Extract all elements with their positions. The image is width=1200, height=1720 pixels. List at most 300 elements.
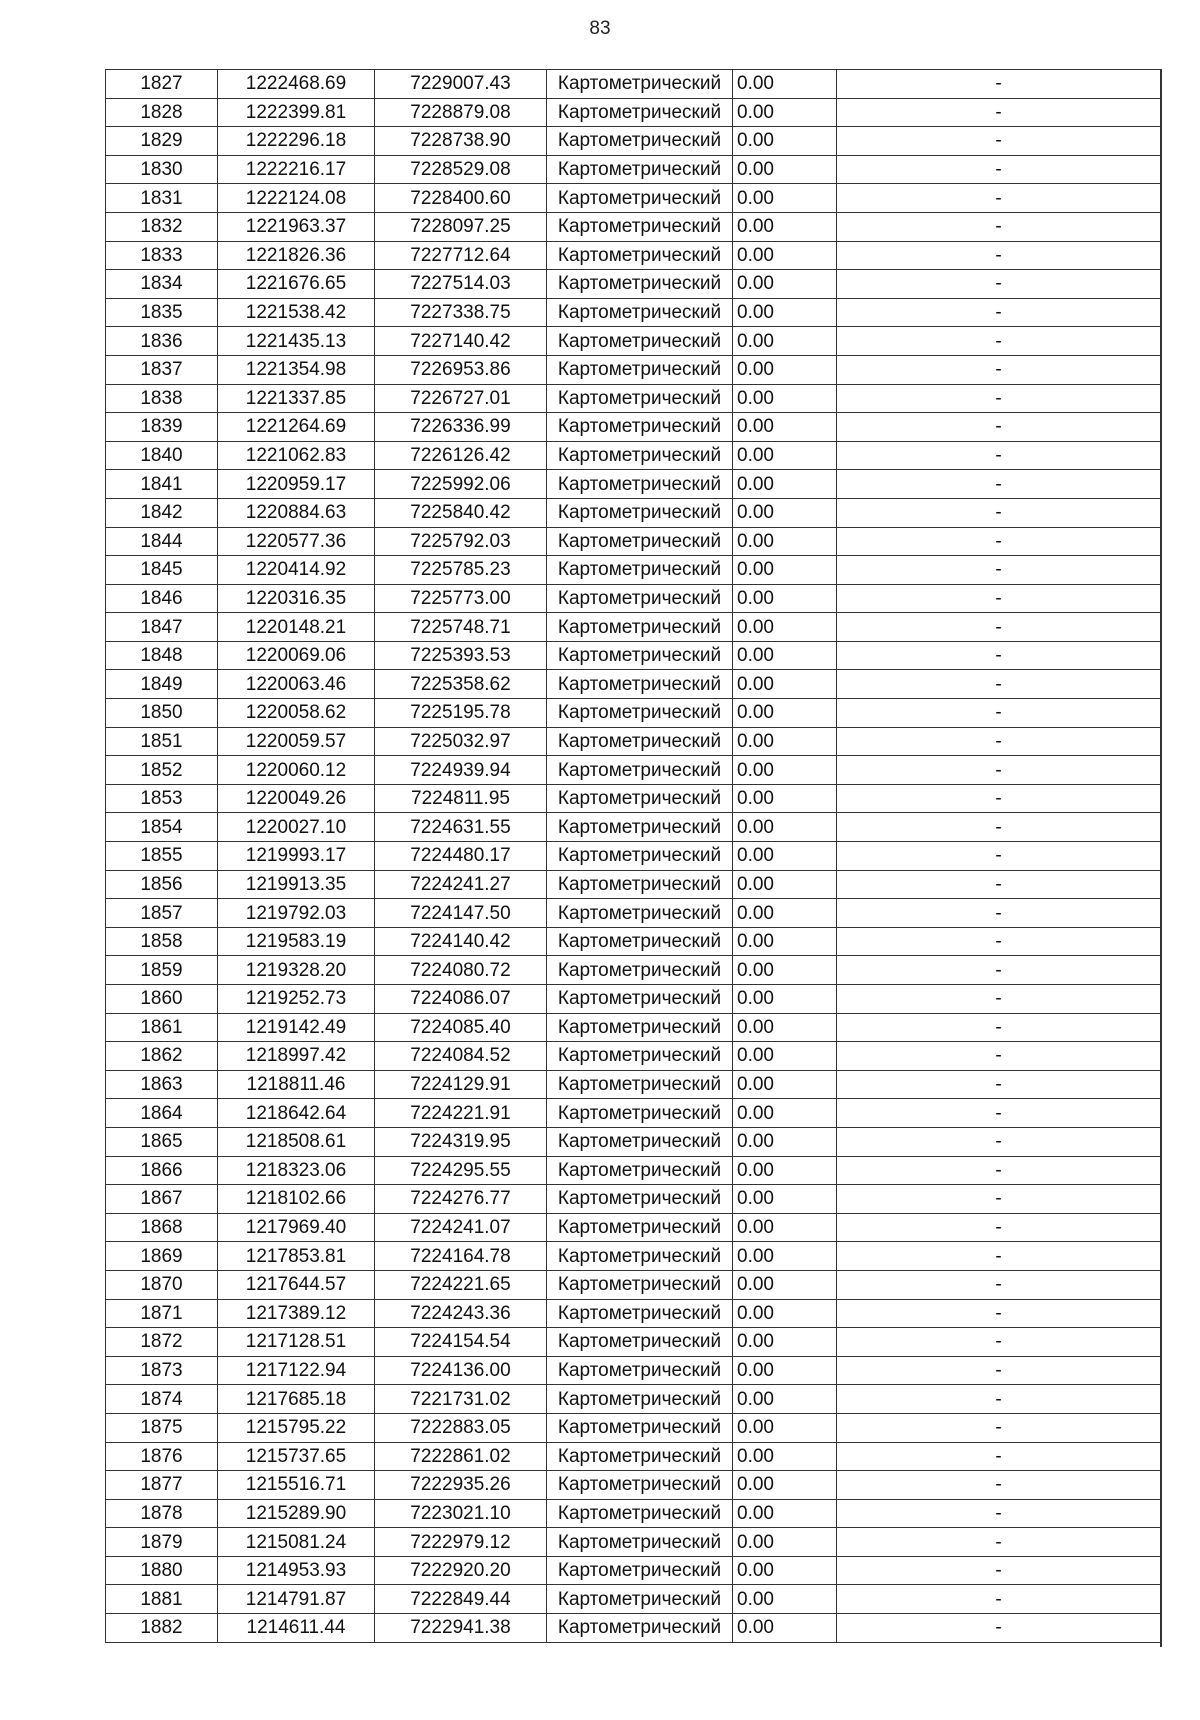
y-coordinate-cell: 7224631.55: [375, 813, 547, 842]
x-coordinate-cell: 1218102.66: [218, 1185, 375, 1214]
error-cell: 0.00: [733, 1156, 837, 1185]
y-coordinate-cell: 7224295.55: [375, 1156, 547, 1185]
note-cell: -: [837, 1413, 1161, 1442]
y-coordinate-cell: 7227338.75: [375, 298, 547, 327]
note-cell: -: [837, 1242, 1161, 1271]
x-coordinate-cell: 1218642.64: [218, 1099, 375, 1128]
note-cell: -: [837, 613, 1161, 642]
error-cell: 0.00: [733, 241, 837, 270]
x-coordinate-cell: 1222399.81: [218, 98, 375, 127]
error-cell: 0.00: [733, 1614, 837, 1643]
point-number-cell: 1879: [106, 1528, 218, 1557]
note-cell: -: [837, 842, 1161, 871]
x-coordinate-cell: 1217128.51: [218, 1328, 375, 1357]
method-cell: Картометрический: [547, 556, 733, 585]
x-coordinate-cell: 1220316.35: [218, 584, 375, 613]
note-cell: -: [837, 670, 1161, 699]
method-cell: Картометрический: [547, 327, 733, 356]
table-row: [106, 212, 1161, 241]
x-coordinate-cell: 1221435.13: [218, 327, 375, 356]
y-coordinate-cell: 7224154.54: [375, 1328, 547, 1357]
table-row: [106, 956, 1161, 985]
note-cell: -: [837, 1013, 1161, 1042]
x-coordinate-cell: 1215289.90: [218, 1499, 375, 1528]
point-number-cell: 1876: [106, 1442, 218, 1471]
table-row: [106, 927, 1161, 956]
error-cell: 0.00: [733, 1385, 837, 1414]
x-coordinate-cell: 1215795.22: [218, 1413, 375, 1442]
table-row: [106, 1070, 1161, 1099]
x-coordinate-cell: 1221676.65: [218, 270, 375, 299]
point-number-cell: 1829: [106, 127, 218, 156]
point-number-cell: 1856: [106, 870, 218, 899]
y-coordinate-cell: 7228400.60: [375, 184, 547, 213]
note-cell: -: [837, 184, 1161, 213]
table-row: [106, 784, 1161, 813]
note-cell: -: [837, 727, 1161, 756]
method-cell: Картометрический: [547, 298, 733, 327]
method-cell: Картометрический: [547, 212, 733, 241]
y-coordinate-cell: 7227712.64: [375, 241, 547, 270]
table-row: [106, 1099, 1161, 1128]
y-coordinate-cell: 7227140.42: [375, 327, 547, 356]
point-number-cell: 1868: [106, 1213, 218, 1242]
point-number-cell: 1835: [106, 298, 218, 327]
y-coordinate-cell: 7224136.00: [375, 1356, 547, 1385]
table-row: [106, 384, 1161, 413]
method-cell: Картометрический: [547, 184, 733, 213]
point-number-cell: 1830: [106, 155, 218, 184]
note-cell: -: [837, 699, 1161, 728]
error-cell: 0.00: [733, 1242, 837, 1271]
note-cell: -: [837, 1042, 1161, 1071]
x-coordinate-cell: 1221354.98: [218, 355, 375, 384]
y-coordinate-cell: 7225785.23: [375, 556, 547, 585]
y-coordinate-cell: 7228879.08: [375, 98, 547, 127]
method-cell: Картометрический: [547, 1070, 733, 1099]
error-cell: 0.00: [733, 784, 837, 813]
x-coordinate-cell: 1214791.87: [218, 1585, 375, 1614]
method-cell: Картометрический: [547, 527, 733, 556]
table-row: [106, 413, 1161, 442]
table-row: [106, 470, 1161, 499]
note-cell: -: [837, 956, 1161, 985]
table-row: [106, 985, 1161, 1014]
point-number-cell: 1866: [106, 1156, 218, 1185]
y-coordinate-cell: 7224084.52: [375, 1042, 547, 1071]
x-coordinate-cell: 1219583.19: [218, 927, 375, 956]
y-coordinate-cell: 7224480.17: [375, 842, 547, 871]
point-number-cell: 1838: [106, 384, 218, 413]
note-cell: -: [837, 756, 1161, 785]
x-coordinate-cell: 1219993.17: [218, 842, 375, 871]
note-cell: -: [837, 1442, 1161, 1471]
method-cell: Картометрический: [547, 1413, 733, 1442]
method-cell: Картометрический: [547, 584, 733, 613]
point-number-cell: 1864: [106, 1099, 218, 1128]
note-cell: -: [837, 1556, 1161, 1585]
x-coordinate-cell: 1220148.21: [218, 613, 375, 642]
point-number-cell: 1836: [106, 327, 218, 356]
table-row: [106, 613, 1161, 642]
error-cell: 0.00: [733, 1099, 837, 1128]
error-cell: 0.00: [733, 727, 837, 756]
x-coordinate-cell: 1221062.83: [218, 441, 375, 470]
table-row: [106, 1185, 1161, 1214]
x-coordinate-cell: 1220027.10: [218, 813, 375, 842]
note-cell: -: [837, 155, 1161, 184]
x-coordinate-cell: 1217969.40: [218, 1213, 375, 1242]
table-row: [106, 327, 1161, 356]
note-cell: -: [837, 470, 1161, 499]
error-cell: 0.00: [733, 613, 837, 642]
error-cell: 0.00: [733, 813, 837, 842]
x-coordinate-cell: 1215081.24: [218, 1528, 375, 1557]
error-cell: 0.00: [733, 127, 837, 156]
y-coordinate-cell: 7222920.20: [375, 1556, 547, 1585]
x-coordinate-cell: 1214953.93: [218, 1556, 375, 1585]
error-cell: 0.00: [733, 1585, 837, 1614]
y-coordinate-cell: 7224140.42: [375, 927, 547, 956]
table-row: [106, 584, 1161, 613]
error-cell: 0.00: [733, 1299, 837, 1328]
x-coordinate-cell: 1222216.17: [218, 155, 375, 184]
point-number-cell: 1828: [106, 98, 218, 127]
error-cell: 0.00: [733, 327, 837, 356]
point-number-cell: 1845: [106, 556, 218, 585]
point-number-cell: 1858: [106, 927, 218, 956]
table-row: [106, 1385, 1161, 1414]
note-cell: -: [837, 584, 1161, 613]
point-number-cell: 1853: [106, 784, 218, 813]
x-coordinate-cell: 1218811.46: [218, 1070, 375, 1099]
y-coordinate-cell: 7222849.44: [375, 1585, 547, 1614]
point-number-cell: 1859: [106, 956, 218, 985]
method-cell: Картометрический: [547, 927, 733, 956]
table-row: [106, 1499, 1161, 1528]
table-row: [106, 842, 1161, 871]
table-row: [106, 1614, 1161, 1643]
x-coordinate-cell: 1219142.49: [218, 1013, 375, 1042]
y-coordinate-cell: 7228529.08: [375, 155, 547, 184]
note-cell: -: [837, 870, 1161, 899]
y-coordinate-cell: 7226126.42: [375, 441, 547, 470]
method-cell: Картометрический: [547, 1528, 733, 1557]
table-row: [106, 899, 1161, 928]
point-number-cell: 1840: [106, 441, 218, 470]
method-cell: Картометрический: [547, 98, 733, 127]
point-number-cell: 1855: [106, 842, 218, 871]
y-coordinate-cell: 7225358.62: [375, 670, 547, 699]
method-cell: Картометрический: [547, 641, 733, 670]
note-cell: -: [837, 212, 1161, 241]
point-number-cell: 1827: [106, 70, 218, 99]
method-cell: Картометрический: [547, 1556, 733, 1585]
method-cell: Картометрический: [547, 1471, 733, 1500]
error-cell: 0.00: [733, 1042, 837, 1071]
note-cell: -: [837, 1528, 1161, 1557]
note-cell: -: [837, 1127, 1161, 1156]
error-cell: 0.00: [733, 641, 837, 670]
note-cell: -: [837, 899, 1161, 928]
note-cell: -: [837, 384, 1161, 413]
note-cell: -: [837, 413, 1161, 442]
error-cell: 0.00: [733, 1070, 837, 1099]
x-coordinate-cell: 1218508.61: [218, 1127, 375, 1156]
x-coordinate-cell: 1220577.36: [218, 527, 375, 556]
table-row: [106, 70, 1161, 99]
x-coordinate-cell: 1215737.65: [218, 1442, 375, 1471]
method-cell: Картометрический: [547, 441, 733, 470]
method-cell: Картометрический: [547, 1499, 733, 1528]
y-coordinate-cell: 7225393.53: [375, 641, 547, 670]
x-coordinate-cell: 1217122.94: [218, 1356, 375, 1385]
method-cell: Картометрический: [547, 1442, 733, 1471]
x-coordinate-cell: 1221264.69: [218, 413, 375, 442]
point-number-cell: 1842: [106, 498, 218, 527]
y-coordinate-cell: 7223021.10: [375, 1499, 547, 1528]
y-coordinate-cell: 7222861.02: [375, 1442, 547, 1471]
note-cell: -: [837, 1385, 1161, 1414]
method-cell: Картометрический: [547, 870, 733, 899]
x-coordinate-cell: 1220049.26: [218, 784, 375, 813]
note-cell: -: [837, 327, 1161, 356]
error-cell: 0.00: [733, 155, 837, 184]
method-cell: Картометрический: [547, 1270, 733, 1299]
point-number-cell: 1877: [106, 1471, 218, 1500]
table-row: [106, 727, 1161, 756]
y-coordinate-cell: 7224129.91: [375, 1070, 547, 1099]
note-cell: -: [837, 1328, 1161, 1357]
y-coordinate-cell: 7224221.91: [375, 1099, 547, 1128]
method-cell: Картометрический: [547, 842, 733, 871]
error-cell: 0.00: [733, 1413, 837, 1442]
method-cell: Картометрический: [547, 813, 733, 842]
method-cell: Картометрический: [547, 1585, 733, 1614]
x-coordinate-cell: 1220058.62: [218, 699, 375, 728]
y-coordinate-cell: 7222883.05: [375, 1413, 547, 1442]
y-coordinate-cell: 7225748.71: [375, 613, 547, 642]
y-coordinate-cell: 7225195.78: [375, 699, 547, 728]
method-cell: Картометрический: [547, 384, 733, 413]
x-coordinate-cell: 1220959.17: [218, 470, 375, 499]
point-number-cell: 1841: [106, 470, 218, 499]
note-cell: -: [837, 241, 1161, 270]
point-number-cell: 1851: [106, 727, 218, 756]
note-cell: -: [837, 1185, 1161, 1214]
note-cell: -: [837, 813, 1161, 842]
note-cell: -: [837, 1585, 1161, 1614]
table-row: [106, 1156, 1161, 1185]
error-cell: 0.00: [733, 384, 837, 413]
point-number-cell: 1850: [106, 699, 218, 728]
point-number-cell: 1881: [106, 1585, 218, 1614]
point-number-cell: 1861: [106, 1013, 218, 1042]
point-number-cell: 1852: [106, 756, 218, 785]
note-cell: -: [837, 641, 1161, 670]
note-cell: -: [837, 98, 1161, 127]
point-number-cell: 1865: [106, 1127, 218, 1156]
method-cell: Картометрический: [547, 470, 733, 499]
table-row: [106, 1556, 1161, 1585]
y-coordinate-cell: 7224939.94: [375, 756, 547, 785]
method-cell: Картометрический: [547, 727, 733, 756]
y-coordinate-cell: 7221731.02: [375, 1385, 547, 1414]
note-cell: -: [837, 1471, 1161, 1500]
y-coordinate-cell: 7225840.42: [375, 498, 547, 527]
method-cell: Картометрический: [547, 1042, 733, 1071]
method-cell: Картометрический: [547, 670, 733, 699]
x-coordinate-cell: 1218323.06: [218, 1156, 375, 1185]
x-coordinate-cell: 1214611.44: [218, 1614, 375, 1643]
point-number-cell: 1875: [106, 1413, 218, 1442]
y-coordinate-cell: 7224241.07: [375, 1213, 547, 1242]
y-coordinate-cell: 7224086.07: [375, 985, 547, 1014]
table-row: [106, 1127, 1161, 1156]
y-coordinate-cell: 7222935.26: [375, 1471, 547, 1500]
method-cell: Картометрический: [547, 1185, 733, 1214]
method-cell: Картометрический: [547, 613, 733, 642]
coordinates-table: [105, 69, 1161, 1643]
error-cell: 0.00: [733, 1013, 837, 1042]
point-number-cell: 1874: [106, 1385, 218, 1414]
point-number-cell: 1832: [106, 212, 218, 241]
y-coordinate-cell: 7226953.86: [375, 355, 547, 384]
error-cell: 0.00: [733, 98, 837, 127]
x-coordinate-cell: 1219252.73: [218, 985, 375, 1014]
x-coordinate-cell: 1222296.18: [218, 127, 375, 156]
note-cell: -: [837, 985, 1161, 1014]
point-number-cell: 1848: [106, 641, 218, 670]
table-row: [106, 1442, 1161, 1471]
x-coordinate-cell: 1220069.06: [218, 641, 375, 670]
note-cell: -: [837, 1614, 1161, 1643]
method-cell: Картометрический: [547, 155, 733, 184]
method-cell: Картометрический: [547, 1242, 733, 1271]
note-cell: -: [837, 1156, 1161, 1185]
x-coordinate-cell: 1221337.85: [218, 384, 375, 413]
method-cell: Картометрический: [547, 756, 733, 785]
table-row: [106, 241, 1161, 270]
error-cell: 0.00: [733, 1442, 837, 1471]
error-cell: 0.00: [733, 527, 837, 556]
method-cell: Картометрический: [547, 784, 733, 813]
method-cell: Картометрический: [547, 1013, 733, 1042]
point-number-cell: 1846: [106, 584, 218, 613]
point-number-cell: 1839: [106, 413, 218, 442]
y-coordinate-cell: 7226336.99: [375, 413, 547, 442]
x-coordinate-cell: 1221826.36: [218, 241, 375, 270]
y-coordinate-cell: 7224164.78: [375, 1242, 547, 1271]
error-cell: 0.00: [733, 1528, 837, 1557]
point-number-cell: 1882: [106, 1614, 218, 1643]
point-number-cell: 1872: [106, 1328, 218, 1357]
method-cell: Картометрический: [547, 1614, 733, 1643]
error-cell: 0.00: [733, 956, 837, 985]
point-number-cell: 1867: [106, 1185, 218, 1214]
y-coordinate-cell: 7224241.27: [375, 870, 547, 899]
x-coordinate-cell: 1220059.57: [218, 727, 375, 756]
error-cell: 0.00: [733, 1270, 837, 1299]
y-coordinate-cell: 7224319.95: [375, 1127, 547, 1156]
y-coordinate-cell: 7224085.40: [375, 1013, 547, 1042]
y-coordinate-cell: 7225992.06: [375, 470, 547, 499]
note-cell: -: [837, 70, 1161, 99]
table-row: [106, 155, 1161, 184]
table-row: [106, 1528, 1161, 1557]
table-outer-border: [1160, 69, 1162, 1647]
method-cell: Картометрический: [547, 1156, 733, 1185]
method-cell: Картометрический: [547, 1127, 733, 1156]
table-row: [106, 1270, 1161, 1299]
x-coordinate-cell: 1218997.42: [218, 1042, 375, 1071]
x-coordinate-cell: 1219328.20: [218, 956, 375, 985]
error-cell: 0.00: [733, 1499, 837, 1528]
x-coordinate-cell: 1217685.18: [218, 1385, 375, 1414]
note-cell: -: [837, 270, 1161, 299]
y-coordinate-cell: 7225032.97: [375, 727, 547, 756]
table-row: [106, 527, 1161, 556]
method-cell: Картометрический: [547, 699, 733, 728]
error-cell: 0.00: [733, 899, 837, 928]
method-cell: Картометрический: [547, 1356, 733, 1385]
table-row: [106, 1213, 1161, 1242]
error-cell: 0.00: [733, 985, 837, 1014]
error-cell: 0.00: [733, 355, 837, 384]
table-row: [106, 1356, 1161, 1385]
y-coordinate-cell: 7222979.12: [375, 1528, 547, 1557]
note-cell: -: [837, 784, 1161, 813]
method-cell: Картометрический: [547, 270, 733, 299]
table-row: [106, 441, 1161, 470]
note-cell: -: [837, 498, 1161, 527]
table-row: [106, 813, 1161, 842]
note-cell: -: [837, 1070, 1161, 1099]
table-row: [106, 1013, 1161, 1042]
point-number-cell: 1862: [106, 1042, 218, 1071]
note-cell: -: [837, 441, 1161, 470]
error-cell: 0.00: [733, 298, 837, 327]
note-cell: -: [837, 298, 1161, 327]
x-coordinate-cell: 1222124.08: [218, 184, 375, 213]
method-cell: Картометрический: [547, 956, 733, 985]
x-coordinate-cell: 1221963.37: [218, 212, 375, 241]
table-row: [106, 699, 1161, 728]
x-coordinate-cell: 1220063.46: [218, 670, 375, 699]
x-coordinate-cell: 1221538.42: [218, 298, 375, 327]
point-number-cell: 1844: [106, 527, 218, 556]
table-row: [106, 670, 1161, 699]
method-cell: Картометрический: [547, 1213, 733, 1242]
error-cell: 0.00: [733, 1328, 837, 1357]
point-number-cell: 1857: [106, 899, 218, 928]
error-cell: 0.00: [733, 670, 837, 699]
method-cell: Картометрический: [547, 1328, 733, 1357]
note-cell: -: [837, 1299, 1161, 1328]
table-row: [106, 641, 1161, 670]
x-coordinate-cell: 1217389.12: [218, 1299, 375, 1328]
table-row: [106, 270, 1161, 299]
table-row: [106, 498, 1161, 527]
point-number-cell: 1847: [106, 613, 218, 642]
error-cell: 0.00: [733, 556, 837, 585]
note-cell: -: [837, 1356, 1161, 1385]
method-cell: Картометрический: [547, 241, 733, 270]
error-cell: 0.00: [733, 470, 837, 499]
error-cell: 0.00: [733, 842, 837, 871]
point-number-cell: 1834: [106, 270, 218, 299]
table-row: [106, 1328, 1161, 1357]
